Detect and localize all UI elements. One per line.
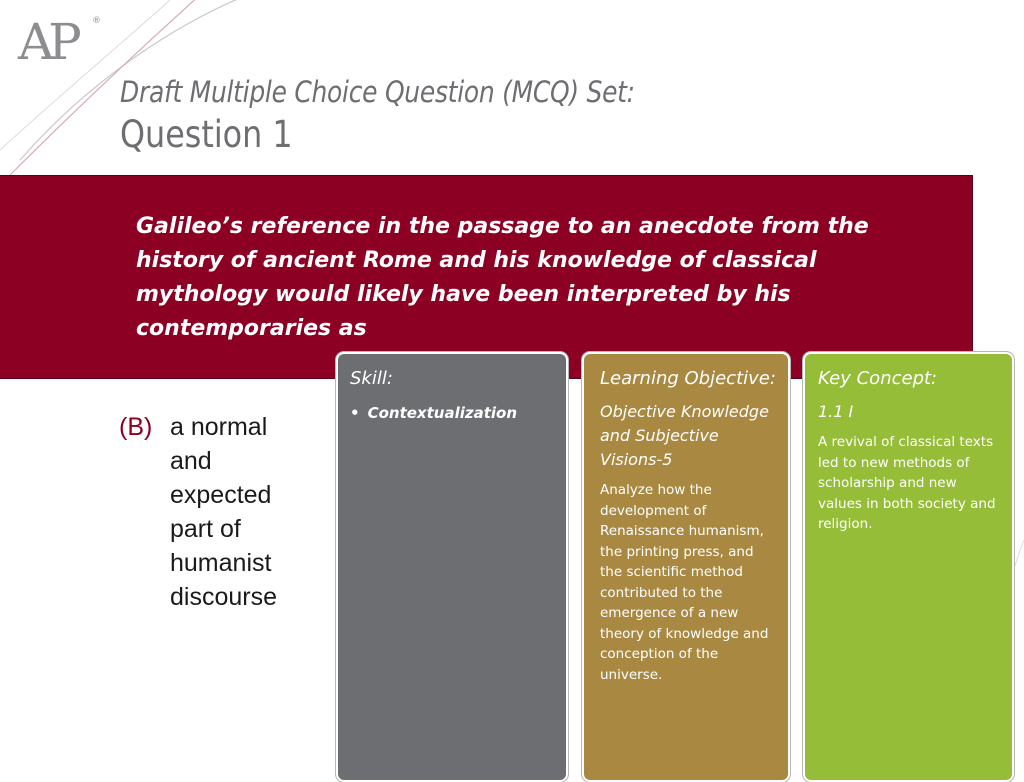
key-concept-body: A revival of classical texts led to new methods of scholarship and new values in both society and religion. <box>818 434 996 532</box>
slide-subtitle: Question 1 <box>120 113 293 156</box>
ap-logo-text: AP <box>18 13 76 71</box>
bullet-icon: • <box>350 404 360 422</box>
key-concept-card <box>803 352 1014 782</box>
learning-objective-heading: Learning Objective: <box>600 368 776 389</box>
skill-item-label: Contextualization <box>367 404 518 422</box>
learning-objective-title: Objective Knowledge and Subjective Visions-5 <box>600 402 769 469</box>
key-concept-code: 1.1 I <box>818 402 854 421</box>
skill-card <box>336 352 568 782</box>
question-text: Galileo’s reference in the passage to an anecdote from the history of ancient Rome and his knowledge of classical mythology would likely have been interpreted by his contemporaries as <box>136 214 869 341</box>
ap-logo <box>18 13 101 71</box>
key-concept-heading: Key Concept: <box>818 368 938 389</box>
question-band <box>0 175 973 379</box>
learning-objective-card <box>582 352 790 782</box>
skill-item <box>350 402 554 424</box>
slide-title: Draft Multiple Choice Question (MCQ) Set: <box>120 75 635 109</box>
registered-mark: ® <box>92 16 101 26</box>
skill-heading: Skill: <box>350 368 393 389</box>
answer-letter: (B) <box>119 413 153 441</box>
answer-text: a normal and expected part of humanist discourse <box>170 413 277 611</box>
learning-objective-body: Analyze how the development of Renaissance humanism, the printing press, and the scientific method contributed to the emergence of a new theory of knowledge and conception of the universe. <box>600 482 769 683</box>
